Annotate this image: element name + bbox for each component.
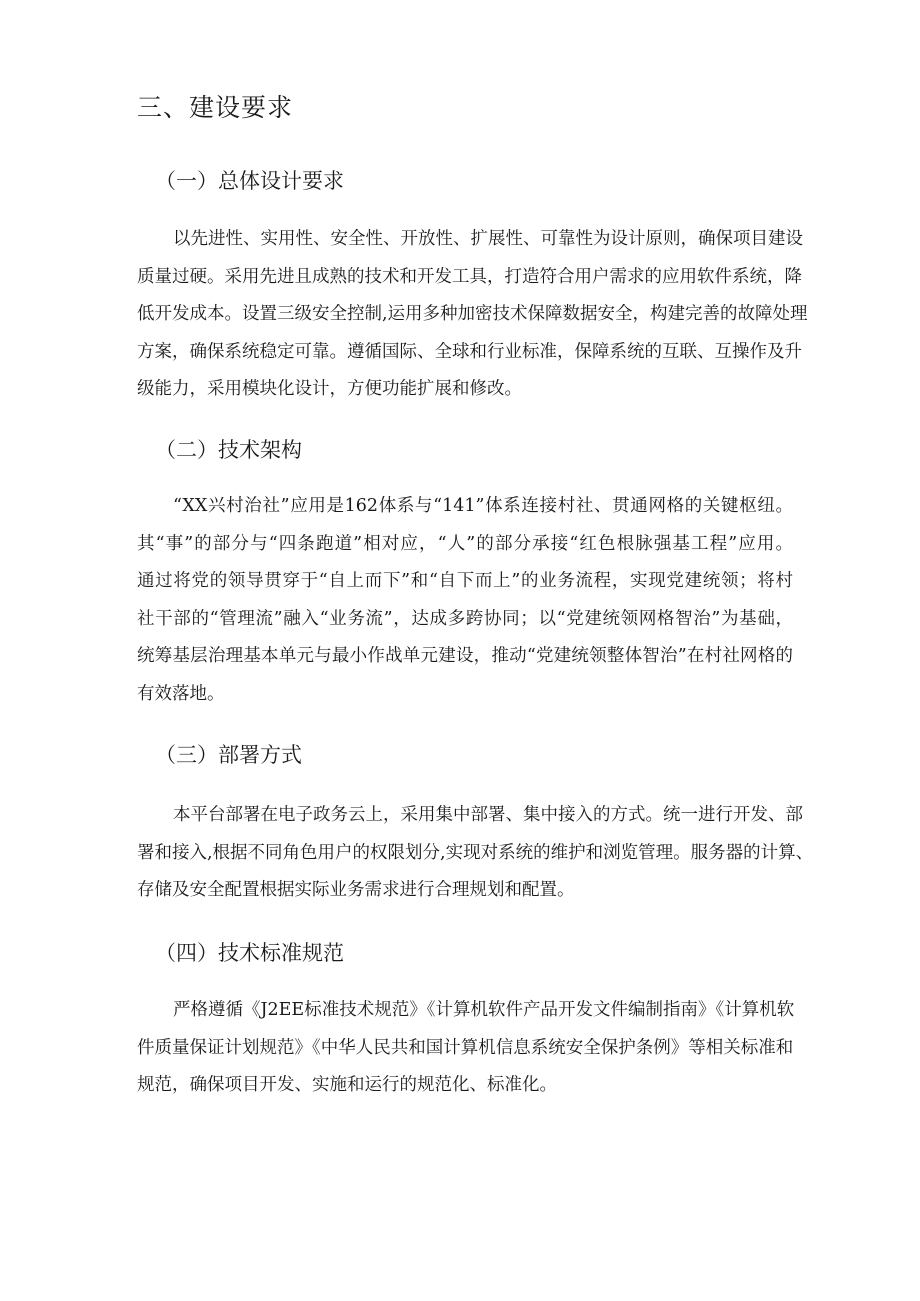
- subsection-heading-standards: （四）技术标准规范: [155, 941, 344, 965]
- subsection-heading-architecture: （二）技术架构: [155, 438, 302, 462]
- paragraph-line: 件质量保证计划规范》《中华人民共和国计算机信息系统安全保护条例》等相关标准和: [137, 1037, 794, 1058]
- paragraph-standards: [137, 992, 793, 1105]
- subsection-heading-design: （一）总体设计要求: [155, 169, 344, 193]
- paragraph-line: 其“事”的部分与“四条跑道”相对应，“人”的部分承接“红色根脉强基工程”应用。: [137, 533, 793, 554]
- paragraph-line: “XX兴村治社”应用是162体系与“141”体系连接村社、贯通网格的关键枢纽。: [173, 496, 793, 516]
- subsection-heading-deployment: （三）部署方式: [155, 743, 302, 767]
- paragraph-line: 本平台部署在电子政务云上，采用集中部署、集中接入的方式。统一进行开发、部: [173, 805, 803, 825]
- paragraph-line: 以先进性、实用性、安全性、开放性、扩展性、可靠性为设计原则，确保项目建设: [173, 229, 803, 249]
- paragraph-line: 有效落地。: [137, 683, 225, 704]
- paragraph-deployment: [137, 797, 814, 910]
- paragraph-line: 级能力，采用模块化设计，方便功能扩展和修改。: [137, 379, 522, 399]
- paragraph-line: 严格遵循《J2EE标准技术规范》《计算机软件产品开发文件编制指南》《计算机软: [173, 1000, 795, 1020]
- paragraph-line: 通过将党的领导贯穿于“自上而下”和“自下而上”的业务流程，实现党建统领；将村: [137, 571, 793, 591]
- paragraph-line: 社干部的“管理流”融入“业务流”，达成多跨协同；以“党建统领网格智治”为基础，: [137, 608, 793, 629]
- section-title: 三、建设要求: [137, 93, 294, 122]
- paragraph-architecture: [137, 488, 793, 713]
- paragraph-line: 署和接入,根据不同角色用户的权限划分,实现对系统的维护和浏览管理。服务器的计算、: [137, 842, 814, 863]
- paragraph-line: 方案，确保系统稳定可靠。遵循国际、全球和行业标准，保障系统的互联、互操作及升: [137, 341, 802, 362]
- paragraph-line: 低开发成本。设置三级安全控制,运用多种加密技术保障数据安全，构建完善的故障处理: [137, 304, 808, 324]
- paragraph-line: 存储及安全配置根据实际业务需求进行合理规划和配置。: [137, 880, 575, 900]
- paragraph-line: 统筹基层治理基本单元与最小作战单元建设，推动“党建统领整体智治”在村社网格的: [137, 646, 793, 666]
- paragraph-line: 质量过硬。采用先进且成熟的技术和开发工具，打造符合用户需求的应用软件系统，降: [137, 266, 802, 287]
- paragraph-line: 规范，确保项目开发、实施和运行的规范化、标准化。: [137, 1075, 557, 1095]
- paragraph-design: [137, 221, 808, 409]
